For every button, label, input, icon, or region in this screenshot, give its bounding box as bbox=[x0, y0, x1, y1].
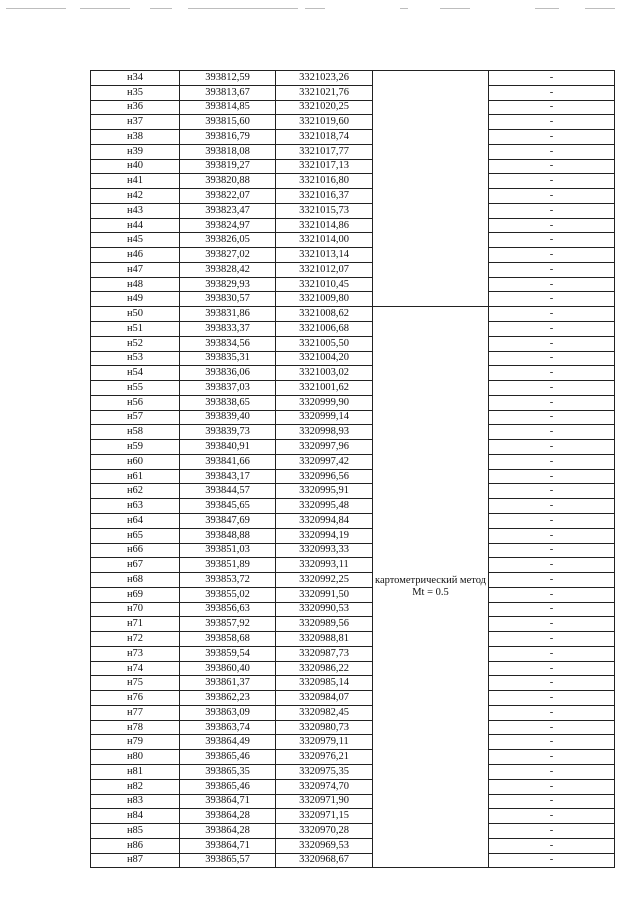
point-cell: н54 bbox=[91, 366, 180, 381]
point-cell: н37 bbox=[91, 115, 180, 130]
accuracy-value-cell: - bbox=[489, 602, 615, 617]
table-row bbox=[91, 189, 615, 204]
y-coordinate-cell: 3320999,14 bbox=[276, 410, 373, 425]
y-coordinate-cell: 3320982,45 bbox=[276, 705, 373, 720]
table-row bbox=[91, 587, 615, 602]
point-cell: н87 bbox=[91, 853, 180, 868]
point-cell: н40 bbox=[91, 159, 180, 174]
table-row bbox=[91, 395, 615, 410]
point-cell: н57 bbox=[91, 410, 180, 425]
accuracy-value-cell: - bbox=[489, 617, 615, 632]
table-row bbox=[91, 661, 615, 676]
point-cell: н34 bbox=[91, 71, 180, 86]
point-cell: н56 bbox=[91, 395, 180, 410]
y-coordinate-cell: 3320992,25 bbox=[276, 573, 373, 588]
point-cell: н77 bbox=[91, 705, 180, 720]
y-coordinate-cell: 3321023,26 bbox=[276, 71, 373, 86]
point-cell: н63 bbox=[91, 499, 180, 514]
table-row bbox=[91, 543, 615, 558]
table-row bbox=[91, 115, 615, 130]
table-row bbox=[91, 617, 615, 632]
x-coordinate-cell: 393814,85 bbox=[180, 100, 276, 115]
point-cell: н79 bbox=[91, 735, 180, 750]
table-row bbox=[91, 824, 615, 839]
y-coordinate-cell: 3321010,45 bbox=[276, 277, 373, 292]
x-coordinate-cell: 393841,66 bbox=[180, 454, 276, 469]
x-coordinate-cell: 393840,91 bbox=[180, 440, 276, 455]
table-row bbox=[91, 750, 615, 765]
point-cell: н85 bbox=[91, 824, 180, 839]
table-row bbox=[91, 632, 615, 647]
accuracy-value-cell: - bbox=[489, 824, 615, 839]
accuracy-value-cell: - bbox=[489, 558, 615, 573]
y-coordinate-cell: 3320989,56 bbox=[276, 617, 373, 632]
y-coordinate-cell: 3321001,62 bbox=[276, 381, 373, 396]
y-coordinate-cell: 3321014,86 bbox=[276, 218, 373, 233]
y-coordinate-cell: 3320991,50 bbox=[276, 587, 373, 602]
x-coordinate-cell: 393865,57 bbox=[180, 853, 276, 868]
accuracy-value-cell: - bbox=[489, 454, 615, 469]
x-coordinate-cell: 393858,68 bbox=[180, 632, 276, 647]
table-row bbox=[91, 484, 615, 499]
y-coordinate-cell: 3321003,02 bbox=[276, 366, 373, 381]
table-row bbox=[91, 705, 615, 720]
accuracy-value-cell: - bbox=[489, 705, 615, 720]
accuracy-value-cell: - bbox=[489, 735, 615, 750]
table-row bbox=[91, 322, 615, 337]
method-cell-upper bbox=[373, 71, 489, 307]
x-coordinate-cell: 393828,42 bbox=[180, 262, 276, 277]
x-coordinate-cell: 393830,57 bbox=[180, 292, 276, 307]
y-coordinate-cell: 3321020,25 bbox=[276, 100, 373, 115]
accuracy-value-cell: - bbox=[489, 853, 615, 868]
accuracy-value-cell: - bbox=[489, 764, 615, 779]
y-coordinate-cell: 3321021,76 bbox=[276, 85, 373, 100]
table-row bbox=[91, 853, 615, 868]
x-coordinate-cell: 393829,93 bbox=[180, 277, 276, 292]
y-coordinate-cell: 3320994,19 bbox=[276, 528, 373, 543]
table-row bbox=[91, 735, 615, 750]
y-coordinate-cell: 3320994,84 bbox=[276, 513, 373, 528]
x-coordinate-cell: 393816,79 bbox=[180, 130, 276, 145]
x-coordinate-cell: 393859,54 bbox=[180, 646, 276, 661]
y-coordinate-cell: 3320971,90 bbox=[276, 794, 373, 809]
y-coordinate-cell: 3320988,81 bbox=[276, 632, 373, 647]
y-coordinate-cell: 3321017,77 bbox=[276, 144, 373, 159]
table-row bbox=[91, 130, 615, 145]
x-coordinate-cell: 393835,31 bbox=[180, 351, 276, 366]
point-cell: н39 bbox=[91, 144, 180, 159]
table-row bbox=[91, 513, 615, 528]
point-cell: н47 bbox=[91, 262, 180, 277]
point-cell: н43 bbox=[91, 203, 180, 218]
point-cell: н45 bbox=[91, 233, 180, 248]
accuracy-value-cell: - bbox=[489, 381, 615, 396]
table-row bbox=[91, 558, 615, 573]
y-coordinate-cell: 3321016,37 bbox=[276, 189, 373, 204]
point-cell: н38 bbox=[91, 130, 180, 145]
table-row bbox=[91, 469, 615, 484]
x-coordinate-cell: 393864,28 bbox=[180, 809, 276, 824]
table-row bbox=[91, 499, 615, 514]
table-row bbox=[91, 307, 615, 322]
table-row bbox=[91, 292, 615, 307]
point-cell: н81 bbox=[91, 764, 180, 779]
table-row bbox=[91, 159, 615, 174]
x-coordinate-cell: 393827,02 bbox=[180, 248, 276, 263]
accuracy-value-cell: - bbox=[489, 632, 615, 647]
accuracy-value-cell: - bbox=[489, 661, 615, 676]
x-coordinate-cell: 393833,37 bbox=[180, 322, 276, 337]
table-row bbox=[91, 144, 615, 159]
table-row bbox=[91, 425, 615, 440]
table-row bbox=[91, 440, 615, 455]
x-coordinate-cell: 393864,49 bbox=[180, 735, 276, 750]
y-coordinate-cell: 3320999,90 bbox=[276, 395, 373, 410]
x-coordinate-cell: 393845,65 bbox=[180, 499, 276, 514]
x-coordinate-cell: 393856,63 bbox=[180, 602, 276, 617]
accuracy-value-cell: - bbox=[489, 307, 615, 322]
x-coordinate-cell: 393819,27 bbox=[180, 159, 276, 174]
coordinates-table-body bbox=[91, 71, 615, 868]
coordinates-table bbox=[90, 70, 615, 868]
table-row bbox=[91, 691, 615, 706]
point-cell: н80 bbox=[91, 750, 180, 765]
x-coordinate-cell: 393826,05 bbox=[180, 233, 276, 248]
y-coordinate-cell: 3321013,14 bbox=[276, 248, 373, 263]
table-row bbox=[91, 809, 615, 824]
accuracy-value-cell: - bbox=[489, 395, 615, 410]
y-coordinate-cell: 3321009,80 bbox=[276, 292, 373, 307]
table-row bbox=[91, 203, 615, 218]
y-coordinate-cell: 3320993,33 bbox=[276, 543, 373, 558]
table-row bbox=[91, 277, 615, 292]
table-row bbox=[91, 676, 615, 691]
point-cell: н58 bbox=[91, 425, 180, 440]
table-row bbox=[91, 71, 615, 86]
accuracy-value-cell: - bbox=[489, 336, 615, 351]
point-cell: н55 bbox=[91, 381, 180, 396]
y-coordinate-cell: 3321015,73 bbox=[276, 203, 373, 218]
accuracy-value-cell: - bbox=[489, 676, 615, 691]
accuracy-value-cell: - bbox=[489, 85, 615, 100]
y-coordinate-cell: 3321012,07 bbox=[276, 262, 373, 277]
point-cell: н78 bbox=[91, 720, 180, 735]
y-coordinate-cell: 3320990,53 bbox=[276, 602, 373, 617]
x-coordinate-cell: 393860,40 bbox=[180, 661, 276, 676]
y-coordinate-cell: 3321005,50 bbox=[276, 336, 373, 351]
table-row bbox=[91, 838, 615, 853]
point-cell: н68 bbox=[91, 573, 180, 588]
accuracy-value-cell: - bbox=[489, 750, 615, 765]
point-cell: н64 bbox=[91, 513, 180, 528]
table-row bbox=[91, 248, 615, 263]
y-coordinate-cell: 3320979,11 bbox=[276, 735, 373, 750]
point-cell: н82 bbox=[91, 779, 180, 794]
x-coordinate-cell: 393839,40 bbox=[180, 410, 276, 425]
x-coordinate-cell: 393864,71 bbox=[180, 838, 276, 853]
x-coordinate-cell: 393818,08 bbox=[180, 144, 276, 159]
x-coordinate-cell: 393820,88 bbox=[180, 174, 276, 189]
y-coordinate-cell: 3321019,60 bbox=[276, 115, 373, 130]
x-coordinate-cell: 393855,02 bbox=[180, 587, 276, 602]
point-cell: н83 bbox=[91, 794, 180, 809]
y-coordinate-cell: 3320987,73 bbox=[276, 646, 373, 661]
y-coordinate-cell: 3321004,20 bbox=[276, 351, 373, 366]
accuracy-value-cell: - bbox=[489, 130, 615, 145]
accuracy-value-cell: - bbox=[489, 292, 615, 307]
accuracy-value-cell: - bbox=[489, 425, 615, 440]
x-coordinate-cell: 393865,46 bbox=[180, 779, 276, 794]
accuracy-value-cell: - bbox=[489, 587, 615, 602]
table-row bbox=[91, 100, 615, 115]
point-cell: н49 bbox=[91, 292, 180, 307]
accuracy-value-cell: - bbox=[489, 144, 615, 159]
point-cell: н65 bbox=[91, 528, 180, 543]
point-cell: н46 bbox=[91, 248, 180, 263]
x-coordinate-cell: 393864,71 bbox=[180, 794, 276, 809]
accuracy-value-cell: - bbox=[489, 203, 615, 218]
y-coordinate-cell: 3320996,56 bbox=[276, 469, 373, 484]
table-row bbox=[91, 85, 615, 100]
table-row bbox=[91, 573, 615, 588]
y-coordinate-cell: 3320997,42 bbox=[276, 454, 373, 469]
accuracy-value-cell: - bbox=[489, 484, 615, 499]
x-coordinate-cell: 393857,92 bbox=[180, 617, 276, 632]
accuracy-value-cell: - bbox=[489, 71, 615, 86]
y-coordinate-cell: 3320985,14 bbox=[276, 676, 373, 691]
y-coordinate-cell: 3320995,48 bbox=[276, 499, 373, 514]
table-row bbox=[91, 779, 615, 794]
x-coordinate-cell: 393851,89 bbox=[180, 558, 276, 573]
point-cell: н60 bbox=[91, 454, 180, 469]
x-coordinate-cell: 393851,03 bbox=[180, 543, 276, 558]
accuracy-value-cell: - bbox=[489, 794, 615, 809]
x-coordinate-cell: 393837,03 bbox=[180, 381, 276, 396]
table-row bbox=[91, 794, 615, 809]
y-coordinate-cell: 3321014,00 bbox=[276, 233, 373, 248]
x-coordinate-cell: 393823,47 bbox=[180, 203, 276, 218]
y-coordinate-cell: 3321017,13 bbox=[276, 159, 373, 174]
y-coordinate-cell: 3320998,93 bbox=[276, 425, 373, 440]
point-cell: н71 bbox=[91, 617, 180, 632]
x-coordinate-cell: 393812,59 bbox=[180, 71, 276, 86]
y-coordinate-cell: 3320980,73 bbox=[276, 720, 373, 735]
accuracy-value-cell: - bbox=[489, 646, 615, 661]
accuracy-value-cell: - bbox=[489, 720, 615, 735]
x-coordinate-cell: 393865,35 bbox=[180, 764, 276, 779]
x-coordinate-cell: 393843,17 bbox=[180, 469, 276, 484]
y-coordinate-cell: 3320984,07 bbox=[276, 691, 373, 706]
accuracy-value-cell: - bbox=[489, 573, 615, 588]
accuracy-value-cell: - bbox=[489, 262, 615, 277]
accuracy-value-cell: - bbox=[489, 248, 615, 263]
x-coordinate-cell: 393824,97 bbox=[180, 218, 276, 233]
accuracy-value-cell: - bbox=[489, 528, 615, 543]
point-cell: н50 bbox=[91, 307, 180, 322]
x-coordinate-cell: 393862,23 bbox=[180, 691, 276, 706]
point-cell: н59 bbox=[91, 440, 180, 455]
table-row bbox=[91, 381, 615, 396]
table-row bbox=[91, 454, 615, 469]
x-coordinate-cell: 393861,37 bbox=[180, 676, 276, 691]
accuracy-value-cell: - bbox=[489, 366, 615, 381]
table-row bbox=[91, 410, 615, 425]
x-coordinate-cell: 393848,88 bbox=[180, 528, 276, 543]
accuracy-value-cell: - bbox=[489, 115, 615, 130]
table-row bbox=[91, 720, 615, 735]
y-coordinate-cell: 3320975,35 bbox=[276, 764, 373, 779]
accuracy-value-cell: - bbox=[489, 440, 615, 455]
y-coordinate-cell: 3320993,11 bbox=[276, 558, 373, 573]
accuracy-value-cell: - bbox=[489, 351, 615, 366]
point-cell: н42 bbox=[91, 189, 180, 204]
point-cell: н53 bbox=[91, 351, 180, 366]
table-row bbox=[91, 351, 615, 366]
method-cell-lower: картометрический метод Mt = 0.5 bbox=[373, 307, 489, 868]
y-coordinate-cell: 3320995,91 bbox=[276, 484, 373, 499]
point-cell: н67 bbox=[91, 558, 180, 573]
table-row bbox=[91, 602, 615, 617]
table-row bbox=[91, 528, 615, 543]
point-cell: н73 bbox=[91, 646, 180, 661]
x-coordinate-cell: 393865,46 bbox=[180, 750, 276, 765]
accuracy-value-cell: - bbox=[489, 691, 615, 706]
y-coordinate-cell: 3320986,22 bbox=[276, 661, 373, 676]
x-coordinate-cell: 393834,56 bbox=[180, 336, 276, 351]
accuracy-value-cell: - bbox=[489, 410, 615, 425]
accuracy-value-cell: - bbox=[489, 499, 615, 514]
point-cell: н74 bbox=[91, 661, 180, 676]
table-row bbox=[91, 764, 615, 779]
y-coordinate-cell: 3320976,21 bbox=[276, 750, 373, 765]
scan-header-artifact bbox=[0, 8, 640, 12]
accuracy-value-cell: - bbox=[489, 233, 615, 248]
point-cell: н41 bbox=[91, 174, 180, 189]
accuracy-value-cell: - bbox=[489, 513, 615, 528]
point-cell: н62 bbox=[91, 484, 180, 499]
y-coordinate-cell: 3320968,67 bbox=[276, 853, 373, 868]
x-coordinate-cell: 393844,57 bbox=[180, 484, 276, 499]
point-cell: н69 bbox=[91, 587, 180, 602]
x-coordinate-cell: 393863,09 bbox=[180, 705, 276, 720]
y-coordinate-cell: 3321008,62 bbox=[276, 307, 373, 322]
point-cell: н35 bbox=[91, 85, 180, 100]
y-coordinate-cell: 3320997,96 bbox=[276, 440, 373, 455]
y-coordinate-cell: 3320969,53 bbox=[276, 838, 373, 853]
accuracy-value-cell: - bbox=[489, 100, 615, 115]
point-cell: н48 bbox=[91, 277, 180, 292]
x-coordinate-cell: 393813,67 bbox=[180, 85, 276, 100]
x-coordinate-cell: 393822,07 bbox=[180, 189, 276, 204]
x-coordinate-cell: 393838,65 bbox=[180, 395, 276, 410]
x-coordinate-cell: 393864,28 bbox=[180, 824, 276, 839]
y-coordinate-cell: 3320971,15 bbox=[276, 809, 373, 824]
point-cell: н75 bbox=[91, 676, 180, 691]
table-row bbox=[91, 218, 615, 233]
accuracy-value-cell: - bbox=[489, 189, 615, 204]
point-cell: н44 bbox=[91, 218, 180, 233]
point-cell: н52 bbox=[91, 336, 180, 351]
accuracy-value-cell: - bbox=[489, 218, 615, 233]
table-row bbox=[91, 174, 615, 189]
x-coordinate-cell: 393847,69 bbox=[180, 513, 276, 528]
x-coordinate-cell: 393863,74 bbox=[180, 720, 276, 735]
point-cell: н66 bbox=[91, 543, 180, 558]
point-cell: н70 bbox=[91, 602, 180, 617]
table-row bbox=[91, 336, 615, 351]
accuracy-value-cell: - bbox=[489, 838, 615, 853]
point-cell: н51 bbox=[91, 322, 180, 337]
y-coordinate-cell: 3321018,74 bbox=[276, 130, 373, 145]
x-coordinate-cell: 393815,60 bbox=[180, 115, 276, 130]
point-cell: н36 bbox=[91, 100, 180, 115]
point-cell: н61 bbox=[91, 469, 180, 484]
x-coordinate-cell: 393853,72 bbox=[180, 573, 276, 588]
point-cell: н84 bbox=[91, 809, 180, 824]
accuracy-value-cell: - bbox=[489, 469, 615, 484]
x-coordinate-cell: 393831,86 bbox=[180, 307, 276, 322]
accuracy-value-cell: - bbox=[489, 277, 615, 292]
y-coordinate-cell: 3321006,68 bbox=[276, 322, 373, 337]
point-cell: н76 bbox=[91, 691, 180, 706]
table-row bbox=[91, 262, 615, 277]
accuracy-value-cell: - bbox=[489, 322, 615, 337]
accuracy-value-cell: - bbox=[489, 174, 615, 189]
y-coordinate-cell: 3321016,80 bbox=[276, 174, 373, 189]
accuracy-value-cell: - bbox=[489, 779, 615, 794]
table-row bbox=[91, 646, 615, 661]
accuracy-value-cell: - bbox=[489, 159, 615, 174]
point-cell: н72 bbox=[91, 632, 180, 647]
table-row bbox=[91, 366, 615, 381]
point-cell: н86 bbox=[91, 838, 180, 853]
table-row bbox=[91, 233, 615, 248]
accuracy-value-cell: - bbox=[489, 543, 615, 558]
x-coordinate-cell: 393836,06 bbox=[180, 366, 276, 381]
accuracy-value-cell: - bbox=[489, 809, 615, 824]
y-coordinate-cell: 3320974,70 bbox=[276, 779, 373, 794]
y-coordinate-cell: 3320970,28 bbox=[276, 824, 373, 839]
x-coordinate-cell: 393839,73 bbox=[180, 425, 276, 440]
